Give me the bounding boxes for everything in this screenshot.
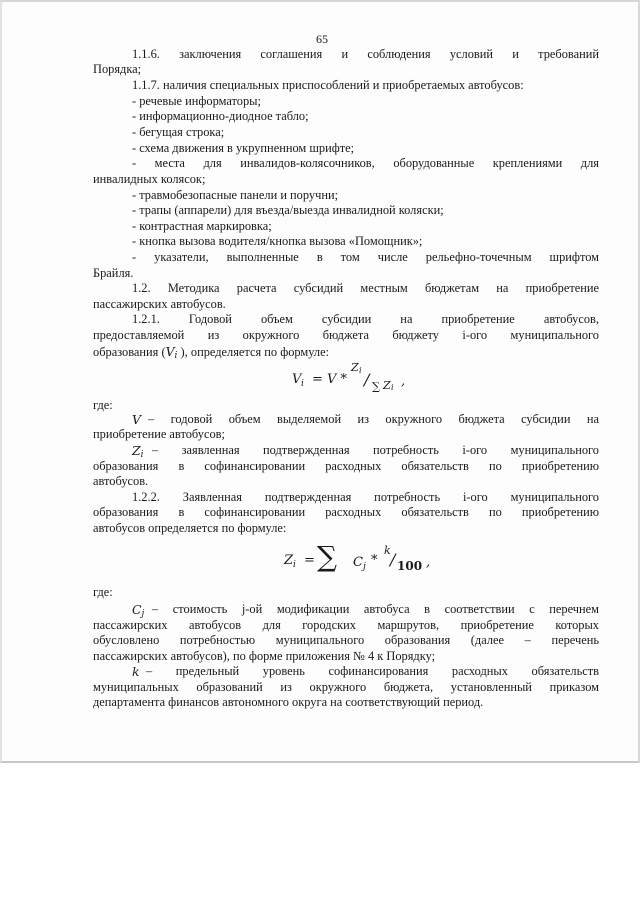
list-item: - указатели, выполненные в том числе рельефно-точечным шрифтом [132,250,599,264]
text-line: инвалидных колясок; [93,172,206,186]
text-line: пассажирских автобусов для городских маршрутов, приобретение которых [93,618,599,632]
definition-symbol: V [132,412,141,427]
list-item: - места для инвалидов-колясочников, оборудованные креплениями для [132,156,599,170]
text-line: приобретение автобусов; [93,427,225,441]
text-line: образования в софинансировании расходных обязательств по приобретению [93,505,599,519]
text-line: образования (Vi ), определяется по формуле: [93,344,330,361]
definition-symbol: k [132,664,140,679]
text-line: обусловлено потребностью муниципального образования (далее – перечень [93,633,599,647]
text-line: автобусов. [93,474,149,488]
text-line: предоставляемой из окружного бюджета бюджету i-ого муниципального [93,328,599,342]
text-line: департамента финансов автономного округа на соответствующий период. [93,695,484,709]
list-item: - бегущая строка; [132,125,225,139]
text-line: муниципальных образований из окружного бюджета, установленный приказом [93,680,599,694]
text-line: пассажирских автобусов. [93,297,226,311]
list-item: - травмобезопасные панели и поручни; [132,188,339,202]
page-number: 65 [316,32,328,46]
document-page: 65 1.1.6. заключения соглашения и соблюдения условий и требований Порядка; 1.1.7. наличия специальных приспособлений и приобретаемых автобусов: - речевые информаторы; - информационно-диодное табло; - бегущая строка; - схема движения в укрупненном шрифте; - места для инвалидов-колясочников, оборудованные креплениями для инвалидных колясок; - травмобезопасные панели и поручни; - трапы (аппарели) для въезда/выезда инвалидной коляски; - контрастная маркировка; - кнопка вызова водителя/кнопка вызова «Помощник»; - указатели, выполненные в том числе рельефно-точечным шрифтом Брайля. 1.2. Методика расчета субсидий местным бюджетам на приобретение пассажирских автобусов. 1.2.1. Годовой объем субсидии на приобретение автобусов, предоставляемой из окружного бюджета бюджету i-ого муниципального образования (Vi ), определяется по формуле: V i = V * Z i / ∑ Z i , где: V – годовой объем выделяемой из окружного бюджета субсидии на приобретение автобусов; Zi – заявленная подтвержденная потребность i-ого муниципального образования в софинансировании расходных обязательств по приобретению автобусов. 1.2.2. Заявленная подтвержденная потребность i-ого муниципального образования в софинансировании расходных обязательств по приобретению автобусов определяется по формуле: Z i = ∑ C j * k / 100 , где: Cj – стоимость j-ой модификации автобуса в соответствии с перечнем пассажирских автобусов для городских маршрутов, приобретение которых обусловлено потребностью муниципального образования (далее – перечень пассажирских автобусов), по форме приложения № 4 к Порядку; k – предельный уровень софинансирования расходных обязательств муниципальных образований из окружного бюджета, установленный приказом департамента финансов автономного округа на соответствующий период. [0,0,640,763]
text-line: автобусов определяется по формуле: [93,521,287,535]
where-label: где: [93,398,113,412]
text-line: 1.2.1. Годовой объем субсидии на приобретение автобусов, [132,312,599,326]
list-item: - кнопка вызова водителя/кнопка вызова «Помощник»; [132,234,423,248]
definition-text: – предельный уровень софинансирования расходных обязательств [146,664,599,678]
definition-text: – стоимость j-ой модификации автобуса в соответствии с перечнем [152,602,599,616]
list-item: - схема движения в укрупненном шрифте; [132,141,355,155]
text-line: Брайля. [93,266,134,280]
where-label: где: [93,585,113,599]
list-item: - контрастная маркировка; [132,219,272,233]
list-item: - информационно-диодное табло; [132,109,309,123]
text-line: пассажирских автобусов), по форме приложения № 4 к Порядку; [93,649,436,663]
definition-text: – заявленная подтвержденная потребность i-ого муниципального [152,443,599,457]
list-item: - трапы (аппарели) для въезда/выезда инвалидной коляски; [132,203,444,217]
text-line: Порядка; [93,62,142,76]
text-line: 1.1.6. заключения соглашения и соблюдения условий и требований [132,47,599,61]
text-line: 1.1.7. наличия специальных приспособлений и приобретаемых автобусов: [132,78,524,92]
list-item: - речевые информаторы; [132,94,261,108]
definition-symbol: Cj [132,602,145,619]
definition-text: – годовой объем выделяемой из окружного бюджета субсидии на [148,412,599,426]
text-line: образования в софинансировании расходных обязательств по приобретению [93,459,599,473]
text-line: 1.2.2. Заявленная подтвержденная потребность i-ого муниципального [132,490,599,504]
section-heading: 1.2. Методика расчета субсидий местным бюджетам на приобретение [132,281,599,295]
definition-symbol: Zi [132,443,144,460]
